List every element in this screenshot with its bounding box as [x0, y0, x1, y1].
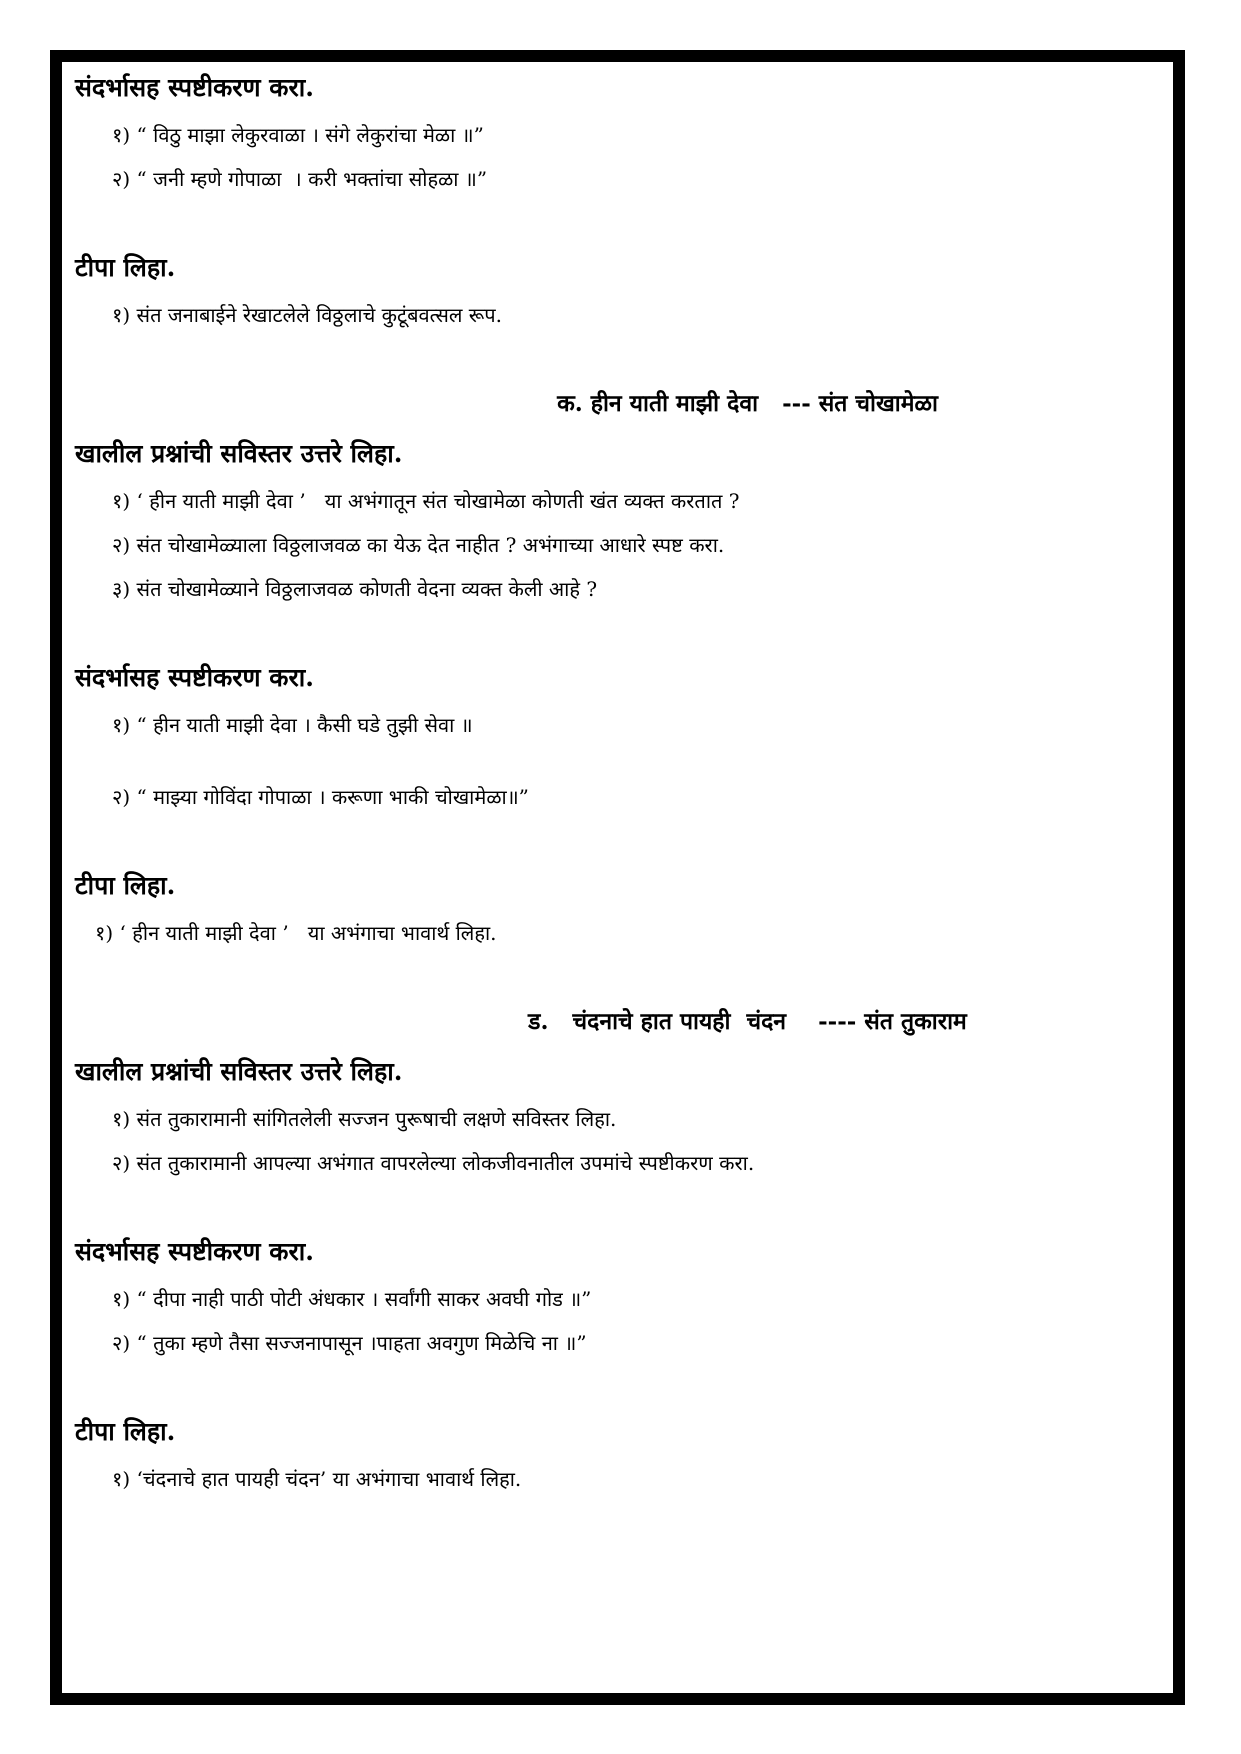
- section-title: क. हीन याती माझी देवा --- संत चोखामेळा: [557, 390, 938, 417]
- question-item: १) संत तुकारामानी सांगितलेली सज्जन पुरूषाची लक्षणे सविस्तर लिहा.: [112, 1107, 617, 1131]
- heading-detailed-answers: खालील प्रश्नांची सविस्तर उत्तरे लिहा.: [75, 1057, 403, 1086]
- question-item: २) संत तुकारामानी आपल्या अभंगात वापरलेल्या लोकजीवनातील उपमांचे स्पष्टीकरण करा.: [112, 1151, 755, 1175]
- question-item: २) संत चोखामेळ्याला विठ्ठलाजवळ का येऊ देत नाहीत ? अभंगाच्या आधारे स्पष्ट करा.: [112, 533, 725, 557]
- question-item: १) ‘ हीन याती माझी देवा ’ या अभंगातून संत चोखामेळा कोणती खंत व्यक्त करतात ?: [112, 489, 740, 513]
- question-item: १) ‘चंदनाचे हात पायही चंदन’ या अभंगाचा भावार्थ लिहा.: [112, 1467, 522, 1491]
- question-item: १) “ हीन याती माझी देवा । कैसी घडे तुझी सेवा ॥: [112, 713, 473, 737]
- heading-short-notes: टीपा लिहा.: [75, 253, 176, 282]
- question-item: १) “ दीपा नाही पाठी पोटी अंधकार । सर्वांगी साकर अवघी गोड ॥”: [112, 1287, 592, 1311]
- question-item: २) “ तुका म्हणे तैसा सज्जनापासून ।पाहता अवगुण मिळेचि ना ॥”: [112, 1331, 587, 1355]
- heading-detailed-answers: खालील प्रश्नांची सविस्तर उत्तरे लिहा.: [75, 439, 403, 468]
- question-item: ३) संत चोखामेळ्याने विठ्ठलाजवळ कोणती वेदना व्यक्त केली आहे ?: [112, 577, 598, 601]
- heading-context-explanation: संदर्भासह स्पष्टीकरण करा.: [75, 663, 314, 692]
- heading-context-explanation: संदर्भासह स्पष्टीकरण करा.: [75, 73, 314, 102]
- heading-short-notes: टीपा लिहा.: [75, 871, 176, 900]
- question-item: २) “ जनी म्हणे गोपाळा । करी भक्तांचा सोहळा ॥”: [112, 167, 488, 191]
- question-item: १) संत जनाबाईने रेखाटलेले विठ्ठलाचे कुटूंबवत्सल रूप.: [112, 303, 503, 327]
- section-title: ड. चंदनाचे हात पायही चंदन ---- संत तुकाराम: [528, 1008, 967, 1035]
- worksheet-content: [75, 70, 1160, 1494]
- question-item: १) “ विठु माझा लेकुरवाळा । संगे लेकुरांचा मेळा ॥”: [112, 123, 484, 147]
- heading-short-notes: टीपा लिहा.: [75, 1417, 176, 1446]
- question-item: २) “ माझ्या गोविंदा गोपाळा । करूणा भाकी चोखामेळा॥”: [112, 785, 529, 809]
- question-item: १) ‘ हीन याती माझी देवा ’ या अभंगाचा भावार्थ लिहा.: [95, 921, 497, 945]
- heading-context-explanation: संदर्भासह स्पष्टीकरण करा.: [75, 1237, 314, 1266]
